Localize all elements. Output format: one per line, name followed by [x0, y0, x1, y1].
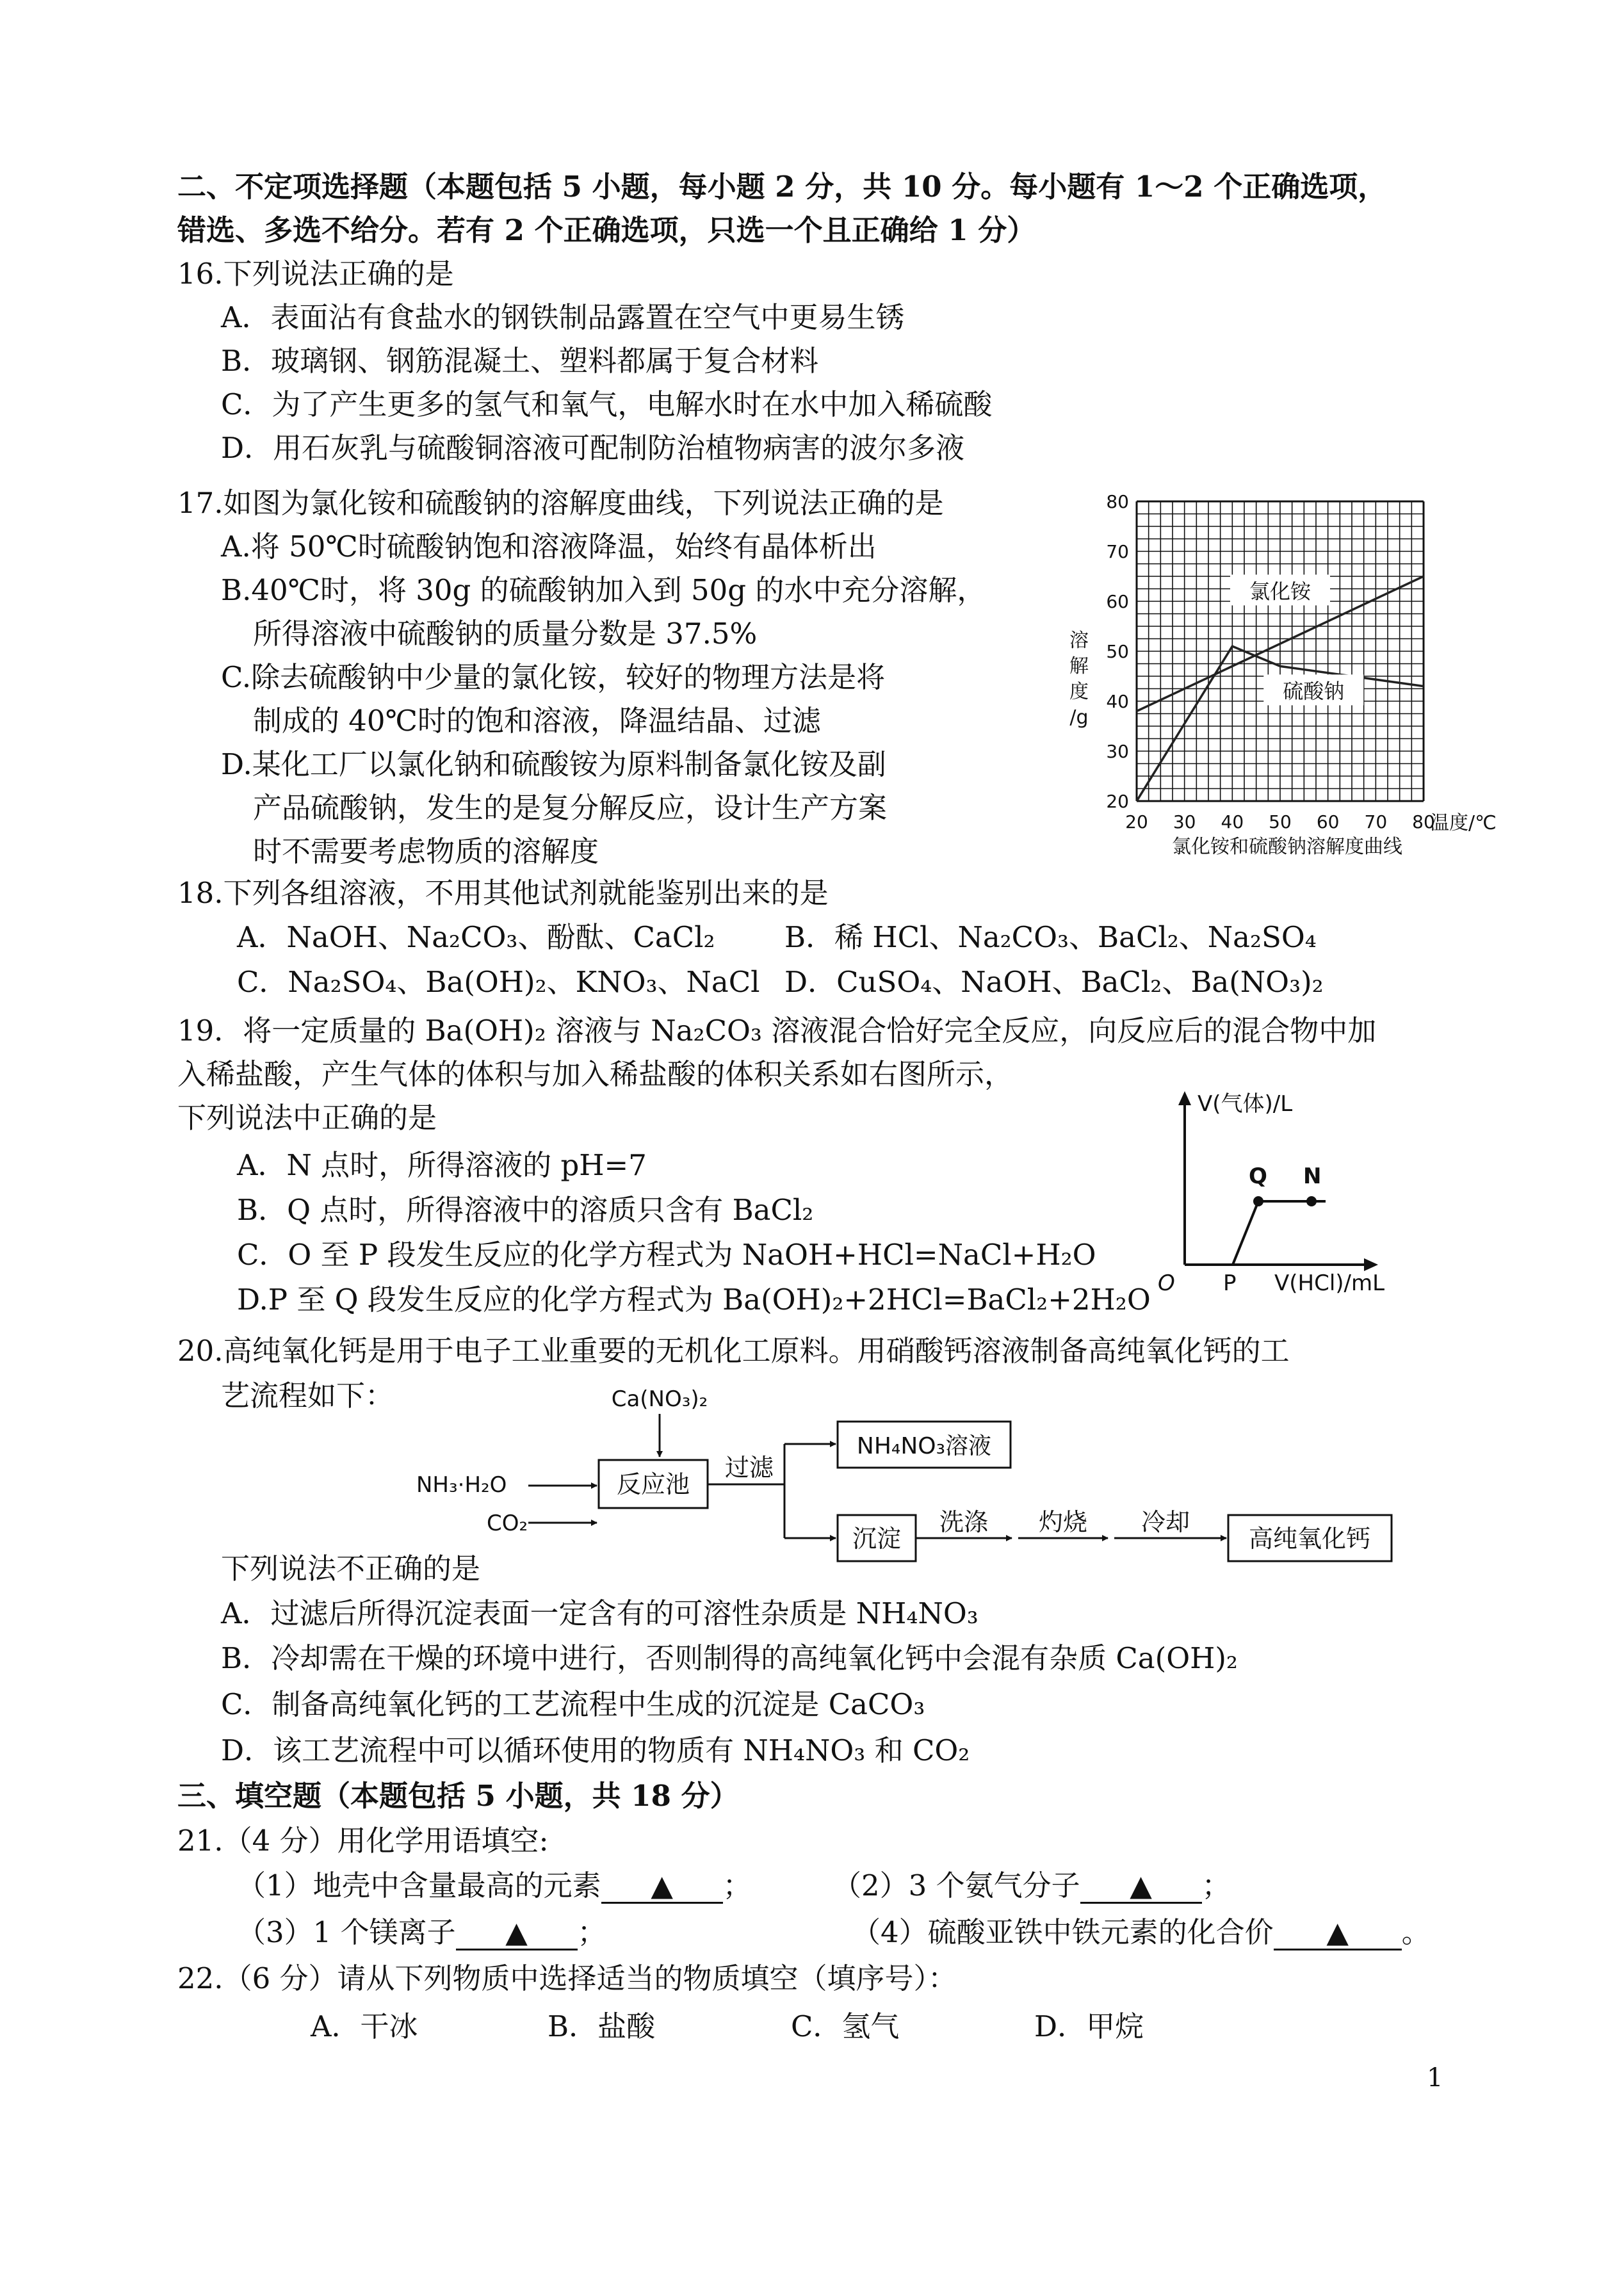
section3-heading: 三、填空题（本题包括 5 小题，共 18 分）	[177, 1779, 739, 1813]
flow-reactor: 反应池	[616, 1470, 690, 1498]
q21-stem: 21.（4 分）用化学用语填空:	[177, 1824, 549, 1858]
solubility-ylabel	[1069, 629, 1089, 729]
q18-option-d: D．CuSO₄、NaOH、BaCl₂、Ba(NO₃)₂	[784, 965, 1324, 999]
q18-stem: 18.下列各组溶液，不用其他试剂就能鉴别出来的是	[177, 876, 829, 910]
q19-stem-line3: 下列说法中正确的是	[177, 1101, 437, 1135]
flow-cool-label: 冷却	[1141, 1508, 1190, 1536]
q17-stem: 17.如图为氯化铵和硫酸钠的溶解度曲线，下列说法正确的是	[177, 486, 944, 520]
x-tick-label: 60	[1316, 811, 1340, 832]
blank-mark: ▲	[1130, 1869, 1152, 1902]
q20-option-c: C．制备高纯氧化钙的工艺流程中生成的沉淀是 CaCO₃	[221, 1687, 925, 1721]
q21-part3-sep: ；	[577, 1915, 606, 1949]
q20-stem-line1: 20.高纯氧化钙是用于电子工业重要的无机化工原料。用硝酸钙溶液制备高纯氧化钙的工	[177, 1334, 1290, 1368]
q16-option-a: A．表面沾有食盐水的钢铁制品露置在空气中更易生锈	[221, 300, 905, 334]
gas-curve	[1185, 1201, 1326, 1265]
flow-burn-label: 灼烧	[1038, 1508, 1088, 1536]
flow-wash-label: 洗涤	[939, 1508, 989, 1536]
q21-blank-1[interactable]	[601, 1870, 723, 1904]
q21-blank-3[interactable]	[456, 1917, 578, 1950]
ylabel-char-4: /g	[1069, 706, 1089, 729]
page-number: 1	[1427, 2063, 1443, 2093]
q21-part3-text: （3）1 个镁离子	[237, 1915, 456, 1949]
q17-option-c-line1: C.除去硫酸钠中少量的氯化铵，较好的物理方法是将	[221, 660, 886, 694]
q19-stem-line1: 19．将一定质量的 Ba(OH)₂ 溶液与 Na₂CO₃ 溶液混合恰好完全反应，向反应后的混合物中加	[177, 1014, 1377, 1048]
y-tick-label: 50	[1106, 641, 1129, 662]
ylabel-char-1: 溶	[1069, 629, 1089, 652]
q21-part4-end: 。	[1401, 1915, 1431, 1949]
q18-option-b: B．稀 HCl、Na₂CO₃、BaCl₂、Na₂SO₄	[784, 920, 1317, 954]
q17-option-a: A.将 50℃时硫酸钠饱和溶液降温，始终有晶体析出	[221, 530, 877, 564]
q19-option-a: A．N 点时，所得溶液的 pH=7	[237, 1148, 647, 1182]
section2-heading-line1: 二、不定项选择题（本题包括 5 小题，每小题 2 分，共 10 分。每小题有 1～2 个正确选项，	[177, 170, 1387, 204]
x-tick-label: 30	[1173, 811, 1196, 832]
q17-option-b-line2: 所得溶液中硫酸钠的质量分数是 37.5%	[253, 617, 758, 651]
label-p: P	[1223, 1270, 1237, 1293]
q16-option-c: C．为了产生更多的氢气和氧气，电解水时在水中加入稀硫酸	[221, 387, 993, 421]
y-tick-label: 30	[1106, 741, 1129, 762]
ylabel-char-3: 度	[1069, 681, 1089, 703]
series-label-2: 硫酸钠	[1283, 679, 1345, 704]
q21-part3	[237, 1913, 606, 1952]
q17-option-b-line1: B.40℃时，将 30g 的硫酸钠加入到 50g 的水中充分溶解，	[221, 573, 986, 607]
label-q: Q	[1249, 1164, 1267, 1189]
q20-question-stem: 下列说法不正确的是	[221, 1552, 481, 1585]
q20-option-a: A．过滤后所得沉淀表面一定含有的可溶性杂质是 NH₄NO₃	[221, 1596, 978, 1630]
q21-blank-2[interactable]	[1080, 1870, 1202, 1904]
q22-option-b: B．盐酸	[548, 2009, 656, 2043]
q21-part1-sep: ；	[722, 1869, 752, 1902]
label-x-axis: V(HCl)/mL	[1274, 1270, 1385, 1293]
q16-option-b: B．玻璃钢、钢筋混凝土、塑料都属于复合材料	[221, 344, 819, 378]
blank-mark: ▲	[1326, 1915, 1349, 1949]
point-q	[1253, 1196, 1263, 1206]
q19-option-d: D.P 至 Q 段发生反应的化学方程式为 Ba(OH)₂+2HCl=BaCl₂+2H₂O	[237, 1283, 1151, 1317]
q21-part1-text: （1）地壳中含量最高的元素	[237, 1869, 601, 1902]
point-n	[1306, 1196, 1317, 1206]
x-tick-label: 20	[1125, 811, 1148, 832]
blank-mark: ▲	[505, 1915, 528, 1949]
process-flow-diagram	[416, 1377, 1422, 1569]
q22-option-a: A．干冰	[311, 2009, 418, 2043]
flow-filter-label: 过滤	[724, 1454, 774, 1482]
q19-option-b: B．Q 点时，所得溶液中的溶质只含有 BaCl₂	[237, 1193, 814, 1227]
y-tick-label: 40	[1106, 691, 1129, 712]
y-tick-label: 60	[1106, 591, 1129, 612]
label-n: N	[1303, 1164, 1322, 1189]
solubility-x-ticks	[1125, 811, 1435, 832]
q22-option-c: C．氢气	[791, 2009, 900, 2043]
q20-option-d: D．该工艺流程中可以循环使用的物质有 NH₄NO₃ 和 CO₂	[221, 1733, 970, 1767]
flow-precipitate: 沉淀	[852, 1525, 902, 1553]
y-axis-arrow	[1178, 1091, 1191, 1105]
q16-stem: 16.下列说法正确的是	[177, 257, 454, 291]
gas-volume-graph	[1146, 1082, 1434, 1293]
solubility-y-ticks	[1106, 491, 1129, 812]
q21-blank-4[interactable]	[1274, 1917, 1402, 1950]
x-tick-label: 70	[1364, 811, 1388, 832]
ylabel-char-2: 解	[1069, 655, 1089, 677]
q20-stem-line2: 艺流程如下：	[221, 1379, 394, 1413]
solubility-chart	[1057, 477, 1505, 861]
solubility-xlabel: 温度/℃	[1430, 812, 1497, 834]
q21-part1	[237, 1867, 752, 1905]
q17-option-d-line1: D.某化工厂以氯化钠和硫酸铵为原料制备氯化铵及副	[221, 747, 886, 781]
q16-option-d: D．用石灰乳与硫酸铜溶液可配制防治植物病害的波尔多液	[221, 431, 965, 465]
q19-option-c: C．O 至 P 段发生反应的化学方程式为 NaOH+HCl=NaCl+H₂O	[237, 1238, 1096, 1272]
flow-input-2: CO₂	[487, 1511, 528, 1536]
q20-option-b: B．冷却需在干燥的环境中进行，否则制得的高纯氧化钙中会混有杂质 Ca(OH)₂	[221, 1641, 1238, 1675]
y-tick-label: 70	[1106, 541, 1129, 562]
x-axis-arrow	[1364, 1258, 1378, 1271]
q22-option-d: D．甲烷	[1034, 2009, 1144, 2043]
q21-part4	[852, 1913, 1431, 1952]
x-tick-label: 40	[1221, 811, 1244, 832]
q21-part2	[832, 1867, 1231, 1905]
y-tick-label: 20	[1106, 791, 1129, 812]
flow-filtrate: NH₄NO₃溶液	[856, 1433, 992, 1459]
blank-mark: ▲	[651, 1869, 673, 1902]
label-y-axis: V(气体)/L	[1198, 1091, 1293, 1117]
q21-part4-text: （4）硫酸亚铁中铁元素的化合价	[852, 1915, 1274, 1949]
q17-option-c-line2: 制成的 40℃时的饱和溶液，降温结晶、过滤	[253, 704, 821, 738]
x-tick-label: 50	[1269, 811, 1292, 832]
q19-stem-line2: 入稀盐酸，产生气体的体积与加入稀盐酸的体积关系如右图所示，	[177, 1057, 1014, 1091]
x-tick-label: 80	[1412, 811, 1435, 832]
flow-top-input: Ca(NO₃)₂	[611, 1386, 708, 1412]
y-tick-label: 80	[1106, 491, 1129, 512]
section2-heading-line2: 错选、多选不给分。若有 2 个正确选项，只选一个且正确给 1 分）	[177, 213, 1036, 247]
q18-option-c: C．Na₂SO₄、Ba(OH)₂、KNO₃、NaCl	[237, 965, 760, 999]
q17-option-d-line3: 时不需要考虑物质的溶解度	[253, 834, 599, 868]
flow-product: 高纯氧化钙	[1248, 1525, 1371, 1553]
q21-part2-text: （2）3 个氨气分子	[832, 1869, 1080, 1902]
q21-part2-sep: ；	[1201, 1869, 1231, 1902]
solubility-title: 氯化铵和硫酸钠溶解度曲线	[1172, 836, 1402, 858]
q17-option-d-line2: 产品硫酸钠，发生的是复分解反应，设计生产方案	[253, 791, 888, 825]
solubility-grid	[1137, 501, 1424, 801]
flow-input-1: NH₃·H₂O	[416, 1472, 507, 1498]
q18-option-a: A．NaOH、Na₂CO₃、酚酞、CaCl₂	[237, 920, 715, 954]
series-label-1: 氯化铵	[1249, 579, 1311, 604]
q22-stem: 22.（6 分）请从下列物质中选择适当的物质填空（填序号）：	[177, 1961, 957, 1995]
label-origin: O	[1158, 1270, 1175, 1293]
